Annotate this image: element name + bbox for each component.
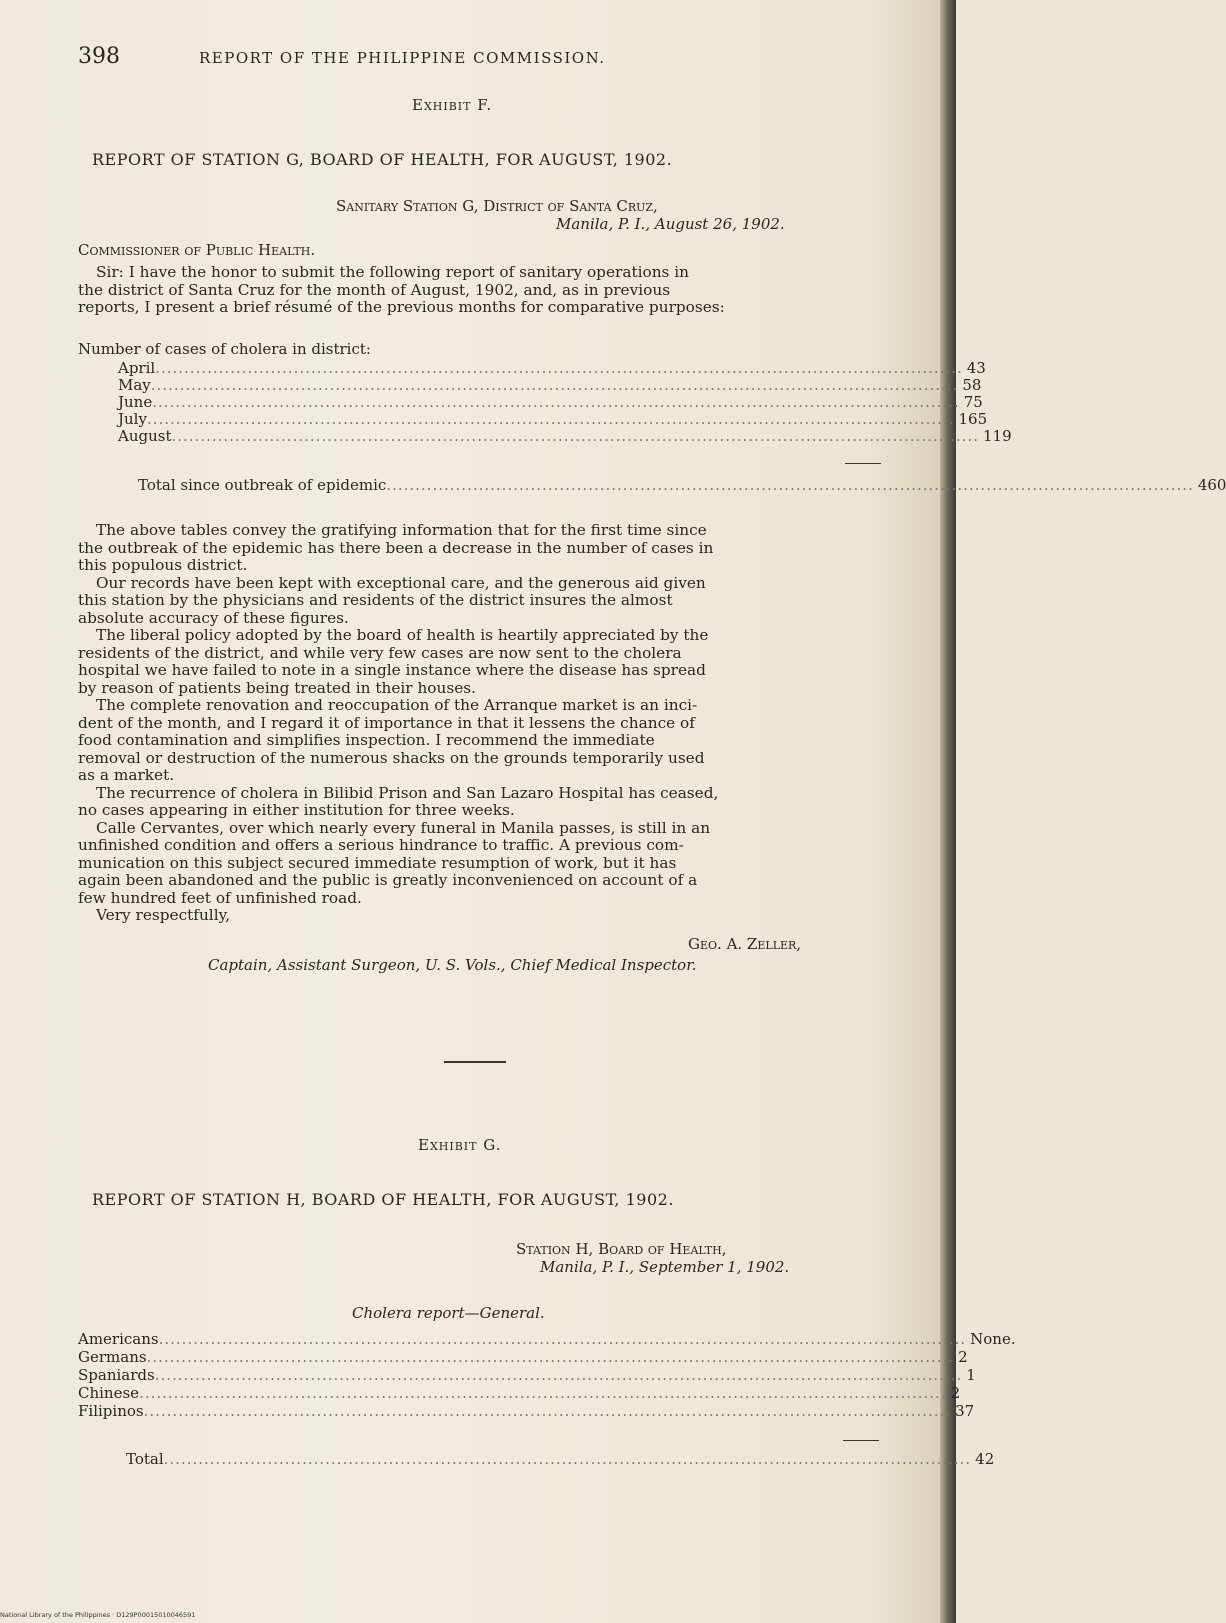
exhibit-f-title: REPORT OF STATION G, BOARD OF HEALTH, FOR AUGUST, 1902. — [92, 150, 673, 169]
intro-line: the district of Santa Cruz for the month of August, 1902, and, as in previous — [78, 280, 671, 299]
body-line: this station by the physicians and residents of the district insures the almost — [78, 591, 673, 609]
leader-dots: ............................................................................................................................................ — [146, 1348, 955, 1366]
body-line: residents of the district, and while very few cases are now sent to the cholera — [78, 643, 682, 662]
exhibit-g-place-date: Manila, P. I., September 1, 1902. — [540, 1258, 790, 1276]
body-line: The recurrence of cholera in Bilibid Prison and San Lazaro Hospital has ceased, — [96, 783, 719, 802]
cholera-report-caption: Cholera report—General. — [352, 1304, 545, 1322]
table-row — [118, 359, 986, 377]
leader-dots: ............................................................................................................................................ — [155, 359, 963, 377]
body-line: Calle Cervantes, over which nearly every funeral in Manila passes, is still in an — [96, 818, 711, 837]
row-value: 58 — [962, 376, 982, 394]
cases-table-caption: Number of cases of cholera in district: — [78, 340, 371, 358]
total-value: 460 — [1197, 476, 1226, 494]
exhibit-g-station: Station H, Board of Health, — [516, 1240, 727, 1258]
closing: Very respectfully, — [96, 906, 231, 924]
sum-rule — [845, 463, 881, 464]
total-value: 42 — [975, 1450, 995, 1468]
row-value: 37 — [955, 1402, 975, 1420]
row-label: May — [118, 376, 151, 394]
running-header — [78, 44, 606, 69]
leader-dots: ............................................................................................................................................ — [154, 1366, 963, 1384]
leader-dots: ............................................................................................................................................ — [152, 393, 960, 411]
exhibit-g-label: Exhibit G. — [418, 1136, 502, 1154]
body-line: by reason of patients being treated in their houses. — [78, 678, 476, 697]
leader-dots: ............................................................................................................................................ — [143, 1402, 952, 1420]
leader-dots: ............................................................................................................................................ — [171, 427, 980, 445]
total-label: Total — [126, 1450, 164, 1468]
body-line: The above tables convey the gratifying information that for the first time since — [96, 521, 707, 539]
table-row — [118, 427, 1012, 445]
sum-rule — [843, 1440, 879, 1441]
body-line: no cases appearing in either institution for three weeks. — [78, 801, 515, 819]
table-row — [78, 1348, 968, 1366]
row-value: 43 — [966, 359, 986, 377]
row-value: 165 — [958, 410, 988, 428]
row-label: Americans — [78, 1330, 159, 1348]
leader-dots: ............................................................................................................................................ — [150, 376, 959, 394]
row-value: 2 — [958, 1348, 968, 1366]
body-line: munication on this subject secured immediate resumption of work, but it has — [78, 853, 677, 872]
exhibit-f-salutation: Commissioner of Public Health. — [78, 241, 316, 259]
table-row — [78, 1402, 975, 1420]
table-row — [78, 1330, 1016, 1348]
exhibit-f-label: Exhibit F. — [412, 96, 493, 114]
body-line: as a market. — [78, 766, 175, 784]
body-line: food contamination and simplifies inspection. I recommend the immediate — [78, 731, 655, 749]
row-label: June — [118, 393, 153, 411]
body-line: again been abandoned and the public is greatly inconvenienced on account of a — [78, 871, 698, 889]
leader-dots: ............................................................................................................................................ — [139, 1384, 947, 1402]
row-label: April — [118, 359, 156, 377]
body-line: unfinished condition and offers a serious hindrance to traffic. A previous com- — [78, 836, 684, 854]
row-label: Chinese — [78, 1384, 140, 1402]
leader-dots: ............................................................................................................................................ — [386, 476, 1194, 494]
leader-dots: ............................................................................................................................................ — [158, 1330, 967, 1348]
body-line: The liberal policy adopted by the board of health is heartily appreciated by the — [96, 626, 709, 644]
body-line: this populous district. — [78, 556, 248, 574]
row-value: 75 — [963, 393, 983, 411]
section-divider — [444, 1061, 506, 1063]
total-row — [126, 1450, 995, 1468]
row-value: 119 — [983, 427, 1012, 445]
intro-line: Sir: I have the honor to submit the following report of sanitary operations in — [96, 263, 690, 281]
row-label: July — [118, 410, 147, 428]
row-label: Spaniards — [78, 1366, 155, 1384]
total-label: Total since outbreak of epidemic — [138, 476, 387, 494]
table-row — [78, 1384, 961, 1402]
exhibit-f-station: Sanitary Station G, District of Santa Cruz, — [336, 197, 658, 215]
running-title: REPORT OF THE PHILIPPINE COMMISSION. — [199, 49, 606, 67]
body-line: removal or destruction of the numerous shacks on the grounds temporarily used — [78, 748, 705, 767]
table-row — [78, 1366, 976, 1384]
exhibit-g-title: REPORT OF STATION H, BOARD OF HEALTH, FOR AUGUST, 1902. — [92, 1190, 674, 1209]
exhibit-f-place-date: Manila, P. I., August 26, 1902. — [556, 215, 785, 233]
body-line: few hundred feet of unfinished road. — [78, 888, 362, 907]
row-value: None. — [970, 1330, 1016, 1348]
exhibit-f-body — [78, 522, 718, 925]
row-value: 2 — [950, 1384, 961, 1402]
page-number: 398 — [78, 44, 120, 69]
table-row — [118, 410, 988, 428]
total-row — [138, 476, 1226, 494]
row-label: Germans — [78, 1348, 147, 1366]
exhibit-f-intro — [78, 264, 725, 317]
body-line: dent of the month, and I regard it of importance in that it lessens the chance of — [78, 713, 695, 732]
row-label: Filipinos — [78, 1402, 144, 1420]
signature-title: Captain, Assistant Surgeon, U. S. Vols., Chief Medical Inspector. — [208, 956, 697, 974]
leader-dots: ............................................................................................................................................ — [146, 410, 955, 428]
signature-name: Geo. A. Zeller, — [688, 935, 802, 953]
body-line: The complete renovation and reoccupation of the Arranque market is an inci- — [96, 696, 698, 714]
table-row — [118, 376, 982, 394]
body-line: the outbreak of the epidemic has there been a decrease in the number of cases in — [78, 538, 714, 557]
body-line: hospital we have failed to note in a single instance where the disease has spread — [78, 661, 706, 679]
intro-line: reports, I present a brief résumé of the previous months for comparative purposes: — [78, 298, 725, 316]
body-line: Our records have been kept with exceptional care, and the generous aid given — [96, 573, 706, 592]
row-value: 1 — [966, 1366, 976, 1384]
table-row — [118, 393, 983, 411]
row-label: August — [118, 427, 172, 445]
body-line: absolute accuracy of these figures. — [78, 608, 349, 627]
leader-dots: ............................................................................................................................................ — [163, 1450, 972, 1468]
scan-footer: National Library of the Philippines · D129P00015010046591 — [0, 1611, 196, 1619]
